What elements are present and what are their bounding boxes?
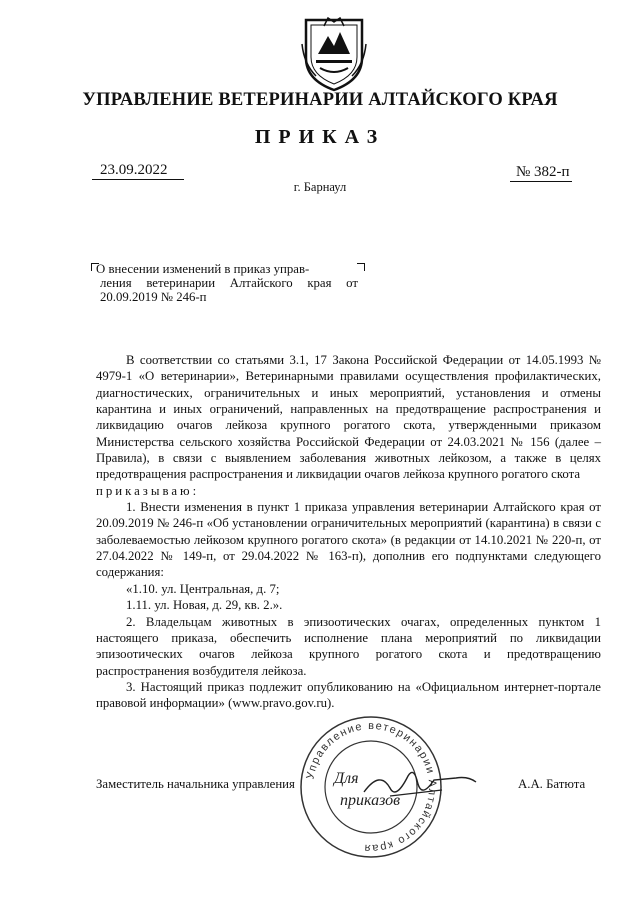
document-number: № 382-п [510, 164, 572, 182]
svg-text:Управление ветеринарии Алтайск: Управление ветеринарии Алтайского края [304, 719, 439, 855]
handwritten-signature [360, 762, 480, 812]
document-date: 23.09.2022 [92, 162, 184, 180]
signatory-name: А.А. Батюта [518, 777, 586, 791]
stamp-line-1: Для [334, 770, 359, 787]
order-subitem-1-10: «1.10. ул. Центральная, д. 7; [126, 581, 280, 596]
signatory-position: Заместитель начальника управления [96, 777, 295, 791]
coat-of-arms-icon [298, 14, 370, 94]
document-body [96, 352, 601, 712]
subject-line-rest: ления ветеринарии Алтайского края от 20.09.2019 № 246-п [100, 276, 358, 304]
order-item-3: 3. Настоящий приказ подлежит опубликованию на «Официальном интернет-портале правовой информации» (www.pravo.gov.ru). [96, 679, 601, 711]
order-item-1: 1. Внести изменения в пункт 1 приказа управления ветеринарии Алтайского края от 20.09.2019 № 246-п «Об установлении ограничительных мероприятий (карантина) в связи с заболеваемостью лейкозом крупного рогатого скота» (в редакции от 14.10.2021 № 220-п, от 27.04.2022 № 149-п, от 29.04.2022 № 163-п), дополнив его подпунктами следующего содержания: [96, 500, 601, 580]
document-subject [96, 262, 358, 304]
order-subitem-1-11: 1.11. ул. Новая, д. 29, кв. 2.». [126, 598, 283, 613]
organization-title: УПРАВЛЕНИЕ ВЕТЕРИНАРИИ АЛТАЙСКОГО КРАЯ [82, 90, 558, 110]
subject-corner-right [357, 263, 365, 271]
preamble-paragraph: В соответствии со статьями 3.1, 17 Закона Российской Федерации от 14.05.1993 № 4979-1 «О ветеринарии», Ветеринарными правилами осуществления профилактических, диагностических, ограничительных и иных мероприятий, установления и отмены карантина и иных ограничений, направленных на предотвращение распространения и ликвидацию очагов лейкоза крупного рогатого скота, утвержденными приказом Министерства сельского хозяйства Российской Федерации от 24.03.2021 № 156 (далее – Правила), в связи с выявлением заболевания животных лейкозом, а также в целях предотвращения распространения и ликвидации очагов лейкоза крупного рогатого скота [96, 353, 601, 482]
subject-line-1: О внесении изменений в приказ управ- [96, 262, 310, 276]
order-item-2: 2. Владельцам животных в эпизоотических очагах, определенных пунктом 1 настоящего приказа, обеспечить исполнение плана мероприятий по ликвидации эпизоотических очагов лейкоза крупного рогатого скота и предотвращению распространения возбудителя лейкоза. [96, 614, 601, 678]
document-city: г. Барнаул [293, 180, 347, 194]
stamp-line-2: приказов [340, 792, 401, 809]
document-type-heading: ПРИКАЗ [254, 126, 386, 148]
order-word: приказываю: [96, 483, 200, 498]
